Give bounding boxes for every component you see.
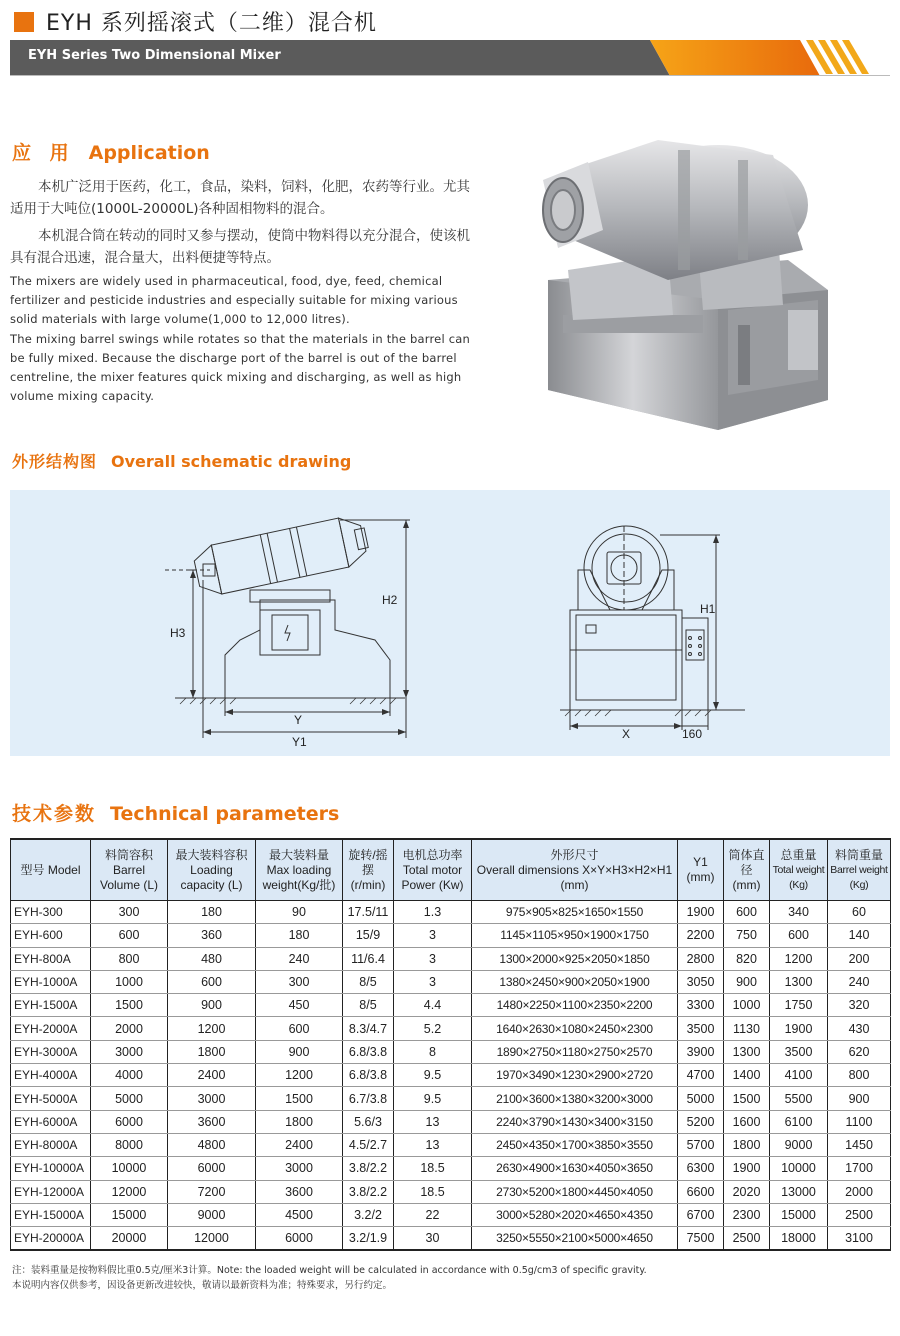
table-cell: 3 xyxy=(394,924,472,947)
table-cell: 1800 xyxy=(256,1110,343,1133)
table-cell: 2800 xyxy=(678,947,724,970)
application-heading-en: Application xyxy=(88,142,210,164)
column-header-en: (r/min) xyxy=(350,877,386,892)
table-cell: 3300 xyxy=(678,994,724,1017)
table-cell: 3500 xyxy=(678,1017,724,1040)
label-y1: Y1 xyxy=(292,735,307,749)
table-cell: 180 xyxy=(168,901,256,924)
table-cell: 9000 xyxy=(168,1203,256,1226)
schematic-drawing xyxy=(10,490,890,756)
table-cell: 2100×3600×1380×3200×3000 xyxy=(472,1087,678,1110)
drawing-heading-en: Overall schematic drawing xyxy=(111,452,352,471)
table-cell: 180 xyxy=(256,924,343,947)
column-header-cn: 外形尺寸 xyxy=(550,847,599,862)
table-row xyxy=(11,947,891,970)
column-header-cn: 料筒重量 xyxy=(834,847,883,862)
table-cell: 2300 xyxy=(724,1203,770,1226)
table-cell: 18000 xyxy=(770,1227,828,1251)
table-cell: 600 xyxy=(168,970,256,993)
table-cell: 13000 xyxy=(770,1180,828,1203)
column-header xyxy=(168,839,256,901)
table-cell: 8/5 xyxy=(343,970,394,993)
table-cell: 240 xyxy=(828,970,891,993)
table-cell: 12000 xyxy=(91,1180,168,1203)
table-cell: 8 xyxy=(394,1040,472,1063)
column-header-en: Barrel Volume (L) xyxy=(99,862,159,892)
table-cell: 2400 xyxy=(256,1133,343,1156)
table-cell: 800 xyxy=(828,1064,891,1087)
column-header xyxy=(770,839,828,901)
drawing-heading xyxy=(12,449,351,472)
table-cell: 1100 xyxy=(828,1110,891,1133)
table-cell: 600 xyxy=(91,924,168,947)
table-cell: 975×905×825×1650×1550 xyxy=(472,901,678,924)
table-cell: 900 xyxy=(168,994,256,1017)
table-cell: 1.3 xyxy=(394,901,472,924)
page-title: EYH 系列摇滚式（二维）混合机 xyxy=(46,11,377,36)
table-row xyxy=(11,1017,891,1040)
table-cell: 1300×2000×925×2050×1850 xyxy=(472,947,678,970)
table-cell: 3000 xyxy=(91,1040,168,1063)
table-cell: 620 xyxy=(828,1040,891,1063)
table-cell: 600 xyxy=(770,924,828,947)
model-cell: EYH-800A xyxy=(11,947,91,970)
model-cell: EYH-6000A xyxy=(11,1110,91,1133)
table-cell: 1480×2250×1100×2350×2200 xyxy=(472,994,678,1017)
table-cell: 22 xyxy=(394,1203,472,1226)
column-header-cn: 电机总功率 xyxy=(402,847,463,862)
table-cell: 9.5 xyxy=(394,1064,472,1087)
table-cell: 9000 xyxy=(770,1133,828,1156)
table-cell: 3500 xyxy=(770,1040,828,1063)
table-cell: 3050 xyxy=(678,970,724,993)
table-cell: 900 xyxy=(828,1087,891,1110)
table-cell: 1970×3490×1230×2900×2720 xyxy=(472,1064,678,1087)
table-cell: 6100 xyxy=(770,1110,828,1133)
table-row xyxy=(11,924,891,947)
model-cell: EYH-1000A xyxy=(11,970,91,993)
table-cell: 4.4 xyxy=(394,994,472,1017)
table-cell: 750 xyxy=(724,924,770,947)
side-view-drawing xyxy=(165,513,410,738)
column-header-cn: 旋转/摇摆 xyxy=(348,847,388,877)
table-row xyxy=(11,1227,891,1251)
table-cell: 1300 xyxy=(770,970,828,993)
application-cn-paragraph-1: 本机广泛用于医药，化工，食品，染料，饲料，化肥，农药等行业。尤其适用于大吨位(1000L-20000L)各种固相物料的混合。 xyxy=(10,179,470,217)
table-cell: 1500 xyxy=(91,994,168,1017)
table-cell: 200 xyxy=(828,947,891,970)
table-cell: 4100 xyxy=(770,1064,828,1087)
table-cell: 7500 xyxy=(678,1227,724,1251)
table-row xyxy=(11,1110,891,1133)
table-cell: 8.3/4.7 xyxy=(343,1017,394,1040)
table-cell: 1900 xyxy=(770,1017,828,1040)
table-cell: 2630×4900×1630×4050×3650 xyxy=(472,1157,678,1180)
table-cell: 2000 xyxy=(828,1180,891,1203)
technical-heading-en: Technical parameters xyxy=(110,803,340,825)
table-cell: 1800 xyxy=(168,1040,256,1063)
table-cell: 6600 xyxy=(678,1180,724,1203)
table-cell: 6300 xyxy=(678,1157,724,1180)
label-h1: H1 xyxy=(700,602,716,616)
table-cell: 3.2/1.9 xyxy=(343,1227,394,1251)
table-cell: 6700 xyxy=(678,1203,724,1226)
application-heading xyxy=(12,138,210,165)
label-y: Y xyxy=(294,713,303,727)
table-cell: 6.8/3.8 xyxy=(343,1064,394,1087)
table-cell: 320 xyxy=(828,994,891,1017)
table-cell: 3000×5280×2020×4650×4350 xyxy=(472,1203,678,1226)
table-cell: 2020 xyxy=(724,1180,770,1203)
table-cell: 10000 xyxy=(91,1157,168,1180)
technical-parameters-table xyxy=(10,838,891,1251)
table-note-disclaimer: 本说明内容仅供参考，因设备更新改进较快，敬请以最新资料为准；特殊要求，另行约定。 xyxy=(12,1280,393,1291)
table-cell: 300 xyxy=(91,901,168,924)
table-cell: 20000 xyxy=(91,1227,168,1251)
table-cell: 1450 xyxy=(828,1133,891,1156)
table-cell: 1750 xyxy=(770,994,828,1017)
label-160: 160 xyxy=(682,727,703,741)
column-header-cn: 最大装料容积 xyxy=(175,847,248,862)
table-cell: 12000 xyxy=(168,1227,256,1251)
column-header xyxy=(343,839,394,901)
table-cell: 6000 xyxy=(91,1110,168,1133)
table-cell: 3 xyxy=(394,970,472,993)
column-header xyxy=(394,839,472,901)
table-cell: 1900 xyxy=(724,1157,770,1180)
table-cell: 4.5/2.7 xyxy=(343,1133,394,1156)
table-cell: 30 xyxy=(394,1227,472,1251)
model-cell: EYH-20000A xyxy=(11,1227,91,1251)
table-cell: 1200 xyxy=(770,947,828,970)
technical-heading-cn: 技术参数 xyxy=(12,803,97,825)
table-row xyxy=(11,1157,891,1180)
table-cell: 900 xyxy=(256,1040,343,1063)
table-cell: 450 xyxy=(256,994,343,1017)
model-cell: EYH-10000A xyxy=(11,1157,91,1180)
table-cell: 8/5 xyxy=(343,994,394,1017)
table-cell: 1500 xyxy=(724,1087,770,1110)
table-cell: 1145×1105×950×1900×1750 xyxy=(472,924,678,947)
column-header xyxy=(724,839,770,901)
column-header xyxy=(472,839,678,901)
table-cell: 5000 xyxy=(678,1087,724,1110)
table-cell: 11/6.4 xyxy=(343,947,394,970)
table-cell: 1200 xyxy=(168,1017,256,1040)
table-cell: 1640×2630×1080×2450×2300 xyxy=(472,1017,678,1040)
table-cell: 1400 xyxy=(724,1064,770,1087)
table-cell: 3000 xyxy=(256,1157,343,1180)
table-cell: 300 xyxy=(256,970,343,993)
table-cell: 340 xyxy=(770,901,828,924)
header-accent-square xyxy=(14,12,34,32)
table-cell: 4700 xyxy=(678,1064,724,1087)
table-cell: 15000 xyxy=(770,1203,828,1226)
table-header-row xyxy=(11,839,891,901)
model-cell: EYH-8000A xyxy=(11,1133,91,1156)
table-row xyxy=(11,994,891,1017)
table-cell: 1000 xyxy=(724,994,770,1017)
table-cell: 480 xyxy=(168,947,256,970)
table-cell: 60 xyxy=(828,901,891,924)
label-h3: H3 xyxy=(170,626,186,640)
table-cell: 1300 xyxy=(724,1040,770,1063)
table-cell: 15000 xyxy=(91,1203,168,1226)
table-cell: 3.2/2 xyxy=(343,1203,394,1226)
column-header-cn: 筒体直径 xyxy=(728,847,765,877)
column-header xyxy=(678,839,724,901)
table-cell: 900 xyxy=(724,970,770,993)
table-note-weight: 注：装料重量是按物料假比重0.5克/厘米3计算。Note: the loaded weight will be calculated in accordance with 0.5g/cm3 of specific gravity. xyxy=(12,1265,647,1276)
table-cell: 18.5 xyxy=(394,1157,472,1180)
table-cell: 3.8/2.2 xyxy=(343,1157,394,1180)
table-cell: 5000 xyxy=(91,1087,168,1110)
table-cell: 2240×3790×1430×3400×3150 xyxy=(472,1110,678,1133)
model-cell: EYH-12000A xyxy=(11,1180,91,1203)
table-row xyxy=(11,1133,891,1156)
label-h2: H2 xyxy=(382,593,398,607)
table-cell: 4000 xyxy=(91,1064,168,1087)
label-x: X xyxy=(622,727,631,741)
table-cell: 1500 xyxy=(256,1087,343,1110)
column-header-cn: Y1 xyxy=(693,855,708,869)
table-cell: 2200 xyxy=(678,924,724,947)
table-cell: 15/9 xyxy=(343,924,394,947)
column-header-en: Barrel weight (Kg) xyxy=(830,863,888,891)
application-cn-paragraph-2: 本机混合筒在转动的同时又参与摆动，使筒中物料得以充分混合，使该机具有混合迅速，混合量大，出料便捷等特点。 xyxy=(10,228,470,266)
table-cell: 6.7/3.8 xyxy=(343,1087,394,1110)
column-header xyxy=(91,839,168,901)
table-cell: 1000 xyxy=(91,970,168,993)
table-cell: 4500 xyxy=(256,1203,343,1226)
table-cell: 1800 xyxy=(724,1133,770,1156)
table-cell: 2500 xyxy=(724,1227,770,1251)
table-row xyxy=(11,901,891,924)
table-cell: 3.8/2.2 xyxy=(343,1180,394,1203)
mixer-product-image xyxy=(528,130,878,450)
table-cell: 3600 xyxy=(256,1180,343,1203)
table-cell: 2400 xyxy=(168,1064,256,1087)
page-subtitle: EYH Series Two Dimensional Mixer xyxy=(28,48,281,63)
table-cell: 5200 xyxy=(678,1110,724,1133)
model-cell: EYH-600 xyxy=(11,924,91,947)
table-cell: 4800 xyxy=(168,1133,256,1156)
model-cell: EYH-300 xyxy=(11,901,91,924)
table-cell: 13 xyxy=(394,1133,472,1156)
table-cell: 5500 xyxy=(770,1087,828,1110)
technical-heading xyxy=(12,799,339,826)
table-cell: 600 xyxy=(256,1017,343,1040)
column-header-en: Loading capacity (L) xyxy=(180,862,243,892)
model-cell: EYH-3000A xyxy=(11,1040,91,1063)
column-header-en: Max loading weight(Kg/批) xyxy=(262,862,336,892)
table-row xyxy=(11,1064,891,1087)
application-en-paragraph-2: The mixing barrel swings while rotates so that the materials in the barrel can be fully mixed. Because the discharge port of the barrel is out of the barrel centreline, the mixer features quick mixing and discharging, as well as high volume mixing capacity. xyxy=(10,332,470,403)
table-cell: 10000 xyxy=(770,1157,828,1180)
table-cell: 1900 xyxy=(678,901,724,924)
table-cell: 3250×5550×2100×5000×4650 xyxy=(472,1227,678,1251)
model-cell: EYH-5000A xyxy=(11,1087,91,1110)
column-header xyxy=(828,839,891,901)
table-cell: 13 xyxy=(394,1110,472,1133)
drawing-heading-cn: 外形结构图 xyxy=(12,452,98,471)
table-cell: 3000 xyxy=(168,1087,256,1110)
application-heading-cn: 应 用 xyxy=(12,142,75,164)
table-cell: 600 xyxy=(724,901,770,924)
front-view-drawing xyxy=(560,526,745,730)
column-header xyxy=(256,839,343,901)
schematic-drawing-panel xyxy=(10,490,890,756)
model-cell: EYH-1500A xyxy=(11,994,91,1017)
table-cell: 8000 xyxy=(91,1133,168,1156)
table-cell: 1890×2750×1180×2750×2570 xyxy=(472,1040,678,1063)
table-row xyxy=(11,1087,891,1110)
table-cell: 2730×5200×1800×4450×4050 xyxy=(472,1180,678,1203)
table-cell: 240 xyxy=(256,947,343,970)
table-cell: 3 xyxy=(394,947,472,970)
column-header-cn: 料筒容积 xyxy=(104,847,153,862)
table-cell: 360 xyxy=(168,924,256,947)
table-cell: 800 xyxy=(91,947,168,970)
table-cell: 6000 xyxy=(256,1227,343,1251)
table-row xyxy=(11,970,891,993)
table-row xyxy=(11,1203,891,1226)
table-cell: 90 xyxy=(256,901,343,924)
model-cell: EYH-15000A xyxy=(11,1203,91,1226)
column-header-en: (mm) xyxy=(732,877,761,892)
application-en-paragraph-1: The mixers are widely used in pharmaceutical, food, dye, feed, chemical fertilizer and pesticide industries and especially suitable for mixing various solid materials with large volume(1,000 to 12,000 litres). xyxy=(10,274,458,326)
table-cell: 18.5 xyxy=(394,1180,472,1203)
table-cell: 2450×4350×1700×3850×3550 xyxy=(472,1133,678,1156)
column-header-cn: 型号 Model xyxy=(20,862,81,877)
column-header-en: Total motor Power (Kw) xyxy=(401,862,464,892)
table-cell: 5700 xyxy=(678,1133,724,1156)
column-header-cn: 总重量 xyxy=(780,847,817,862)
table-cell: 6000 xyxy=(168,1157,256,1180)
table-cell: 820 xyxy=(724,947,770,970)
table-cell: 1600 xyxy=(724,1110,770,1133)
table-cell: 1700 xyxy=(828,1157,891,1180)
table-cell: 5.6/3 xyxy=(343,1110,394,1133)
table-body xyxy=(11,901,891,1251)
table-cell: 1380×2450×900×2050×1900 xyxy=(472,970,678,993)
table-cell: 1200 xyxy=(256,1064,343,1087)
model-cell: EYH-4000A xyxy=(11,1064,91,1087)
table-cell: 3600 xyxy=(168,1110,256,1133)
column-header-cn: 最大装料量 xyxy=(268,847,329,862)
table-cell: 5.2 xyxy=(394,1017,472,1040)
table-cell: 140 xyxy=(828,924,891,947)
table-row xyxy=(11,1040,891,1063)
column-header xyxy=(11,839,91,901)
table-cell: 7200 xyxy=(168,1180,256,1203)
table-cell: 3900 xyxy=(678,1040,724,1063)
model-cell: EYH-2000A xyxy=(11,1017,91,1040)
table-row xyxy=(11,1180,891,1203)
table-cell: 2500 xyxy=(828,1203,891,1226)
table-cell: 17.5/11 xyxy=(343,901,394,924)
table-cell: 6.8/3.8 xyxy=(343,1040,394,1063)
table-cell: 2000 xyxy=(91,1017,168,1040)
column-header-en: (mm) xyxy=(686,870,715,884)
column-header-en: Overall dimensions X×Y×H3×H2×H1 (mm) xyxy=(476,862,673,892)
column-header-en: Total weight (Kg) xyxy=(772,863,825,891)
table-cell: 1130 xyxy=(724,1017,770,1040)
table-cell: 430 xyxy=(828,1017,891,1040)
table-cell: 9.5 xyxy=(394,1087,472,1110)
table-cell: 3100 xyxy=(828,1227,891,1251)
